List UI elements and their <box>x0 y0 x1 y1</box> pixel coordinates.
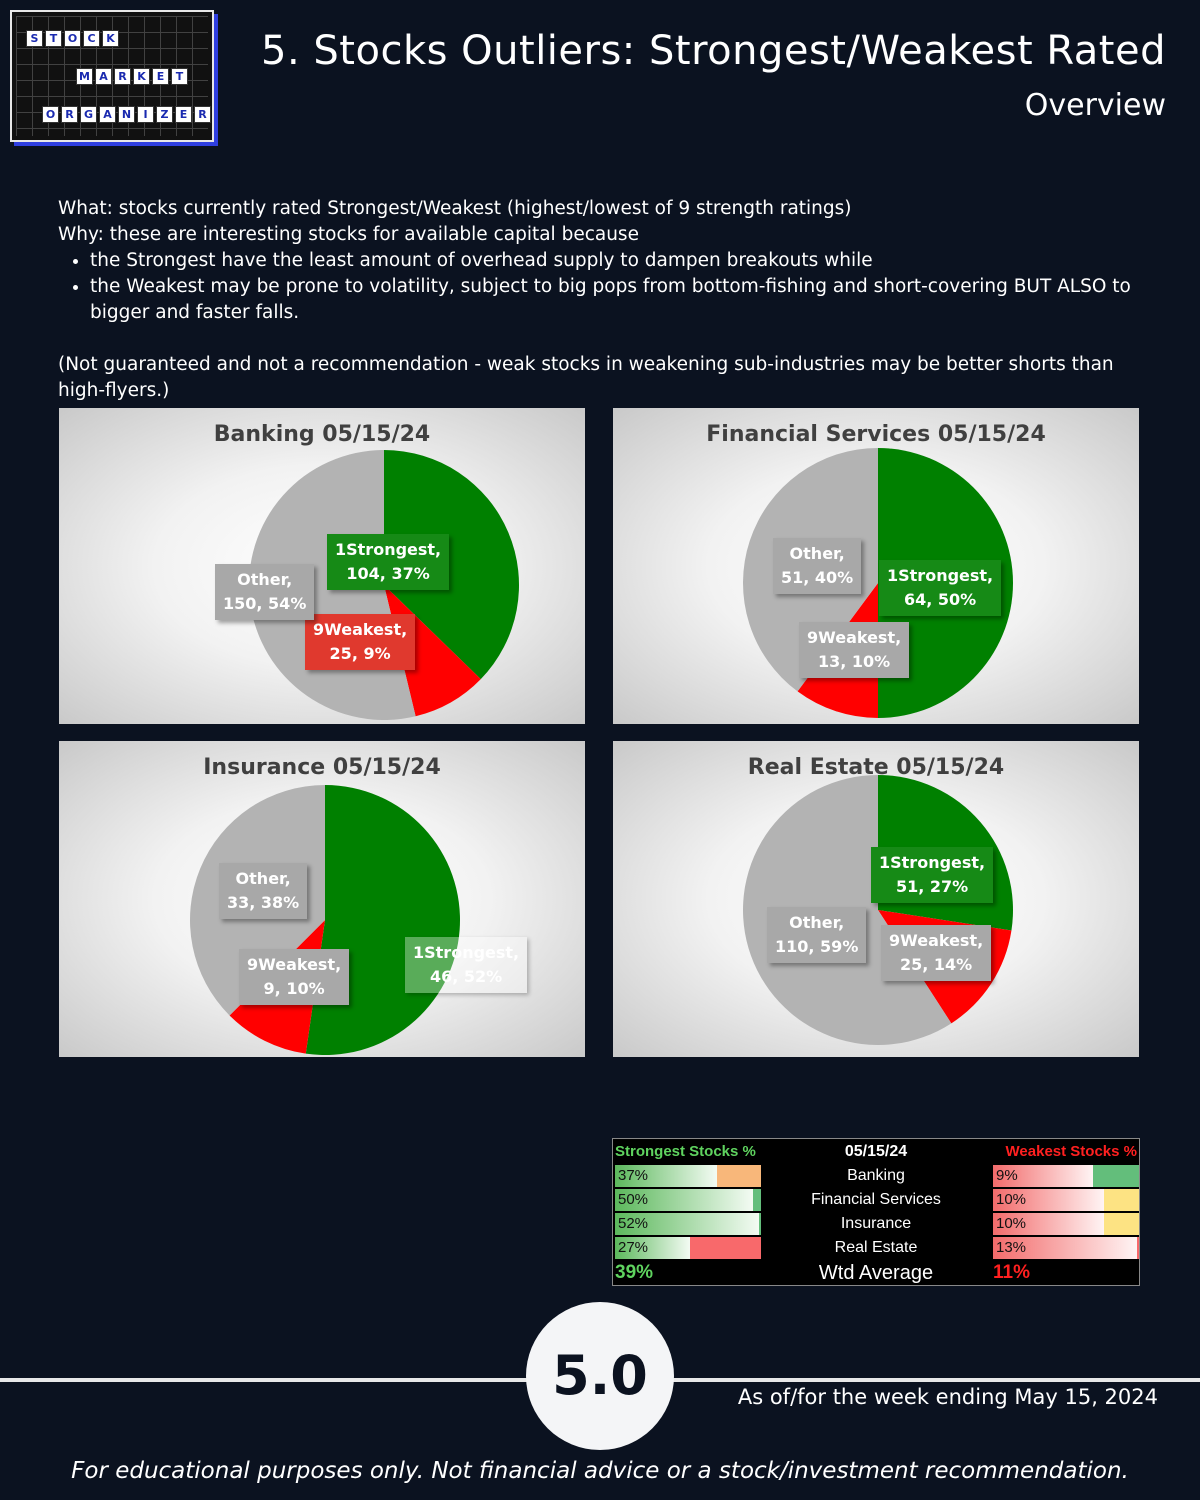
logo-letter: T <box>171 68 188 85</box>
table-row <box>613 1213 1139 1237</box>
weakest-value: 13% <box>996 1239 1027 1256</box>
sector-name: Banking <box>847 1167 905 1184</box>
table-average-row <box>613 1261 1139 1285</box>
logo-letter: M <box>76 68 93 85</box>
data-label-other: Other, 51, 40% <box>773 538 861 594</box>
intro-what: What: stocks currently rated Strongest/Weakest (highest/lowest of 9 strength ratings) <box>58 198 852 219</box>
data-label-other: Other, 33, 38% <box>219 863 307 919</box>
weakest-value: 10% <box>996 1191 1027 1208</box>
intro-bullet: • the Strongest have the least amount of overhead supply to dampen breakouts while <box>90 248 1158 274</box>
weakest-cell <box>993 1189 1139 1211</box>
header-date: 05/15/24 <box>844 1143 908 1160</box>
data-label-1strongest: 1Strongest, 46, 52% <box>405 937 527 993</box>
data-label-1strongest: 1Strongest, 104, 37% <box>327 534 449 590</box>
pie-chart-financial-services <box>613 408 1139 724</box>
weakest-cell <box>993 1237 1139 1259</box>
data-label-other: Other, 150, 54% <box>215 564 314 620</box>
logo-letter: E <box>175 106 192 123</box>
score-badge: 5.0 <box>526 1302 674 1450</box>
pie-chart-insurance <box>59 741 585 1057</box>
logo-letter: N <box>118 106 135 123</box>
strongest-value: 27% <box>618 1239 649 1256</box>
pie-chart-banking <box>59 408 585 724</box>
weakest-value: 9% <box>996 1167 1018 1184</box>
strongest-cell <box>615 1237 761 1259</box>
pie-slice-1strongest <box>306 785 460 1055</box>
logo <box>10 10 214 142</box>
chart-title: Real Estate 05/15/24 <box>747 755 1005 780</box>
logo-letter: K <box>102 30 119 47</box>
intro-text <box>58 196 1158 404</box>
sector-name: Financial Services <box>811 1191 941 1208</box>
summary-table <box>612 1138 1140 1286</box>
logo-word-organizer <box>42 106 213 123</box>
logo-letter: C <box>83 30 100 47</box>
logo-letter: O <box>64 30 81 47</box>
logo-letter: R <box>194 106 211 123</box>
logo-letter: A <box>99 106 116 123</box>
logo-letter: G <box>80 106 97 123</box>
data-label-1strongest: 1Strongest, 51, 27% <box>871 847 993 903</box>
logo-letter: R <box>114 68 131 85</box>
intro-bullet: • the Weakest may be prone to volatility, subject to big pops from bottom-fishing and short-covering BUT ALSO to bigger and faster falls. <box>90 274 1158 326</box>
sector-name: Real Estate <box>834 1239 918 1256</box>
average-strongest: 39% <box>615 1262 654 1283</box>
data-label-9weakest: 9Weakest, 25, 9% <box>305 614 415 670</box>
strongest-value: 52% <box>618 1215 649 1232</box>
logo-letter: R <box>61 106 78 123</box>
pie-svg <box>59 741 585 1057</box>
strongest-cell <box>615 1189 761 1211</box>
logo-letter: K <box>133 68 150 85</box>
table-row <box>613 1165 1139 1189</box>
sector-name: Insurance <box>840 1215 912 1232</box>
logo-letter: I <box>137 106 154 123</box>
logo-word-stock <box>26 30 121 47</box>
data-label-9weakest: 9Weakest, 13, 10% <box>799 622 909 678</box>
intro-bullets <box>58 248 1158 326</box>
logo-letter: Z <box>156 106 173 123</box>
table-row <box>613 1189 1139 1213</box>
header-strongest: Strongest Stocks % <box>615 1143 756 1160</box>
logo-letter: S <box>26 30 43 47</box>
table-header-row <box>613 1141 1139 1165</box>
chart-title: Insurance 05/15/24 <box>203 755 441 780</box>
header-weakest: Weakest Stocks % <box>1005 1143 1137 1160</box>
logo-letter: O <box>42 106 59 123</box>
page-subtitle: Overview <box>1024 88 1166 123</box>
as-of-date: As of/for the week ending May 15, 2024 <box>737 1385 1158 1409</box>
chart-title: Banking 05/15/24 <box>213 422 431 447</box>
logo-letter: T <box>45 30 62 47</box>
pie-svg <box>59 408 585 724</box>
pie-chart-real-estate <box>613 741 1139 1057</box>
strongest-cell <box>615 1213 761 1235</box>
weakest-cell <box>993 1213 1139 1235</box>
strongest-value: 50% <box>618 1191 649 1208</box>
intro-why: Why: these are interesting stocks for available capital because <box>58 224 639 245</box>
average-label: Wtd Average <box>818 1262 934 1284</box>
strongest-value: 37% <box>618 1167 649 1184</box>
weakest-cell <box>993 1165 1139 1187</box>
strongest-cell <box>615 1165 761 1187</box>
weakest-value: 10% <box>996 1215 1027 1232</box>
chart-title: Financial Services 05/15/24 <box>706 422 1046 447</box>
data-label-9weakest: 9Weakest, 25, 14% <box>881 925 991 981</box>
intro-note: (Not guaranteed and not a recommendation - weak stocks in weakening sub-industries may be better shorts than high-flyers.) <box>58 354 1114 401</box>
table-row <box>613 1237 1139 1261</box>
data-label-9weakest: 9Weakest, 9, 10% <box>239 949 349 1005</box>
disclaimer: For educational purposes only. Not financial advice or a stock/investment recommendation. <box>71 1458 1129 1484</box>
data-label-1strongest: 1Strongest, 64, 50% <box>879 560 1001 616</box>
logo-letter: A <box>95 68 112 85</box>
data-label-other: Other, 110, 59% <box>767 907 866 963</box>
average-weakest: 11% <box>993 1262 1030 1283</box>
page-title: 5. Stocks Outliers: Strongest/Weakest Rated <box>261 28 1166 74</box>
logo-word-market <box>76 68 190 85</box>
logo-letter: E <box>152 68 169 85</box>
